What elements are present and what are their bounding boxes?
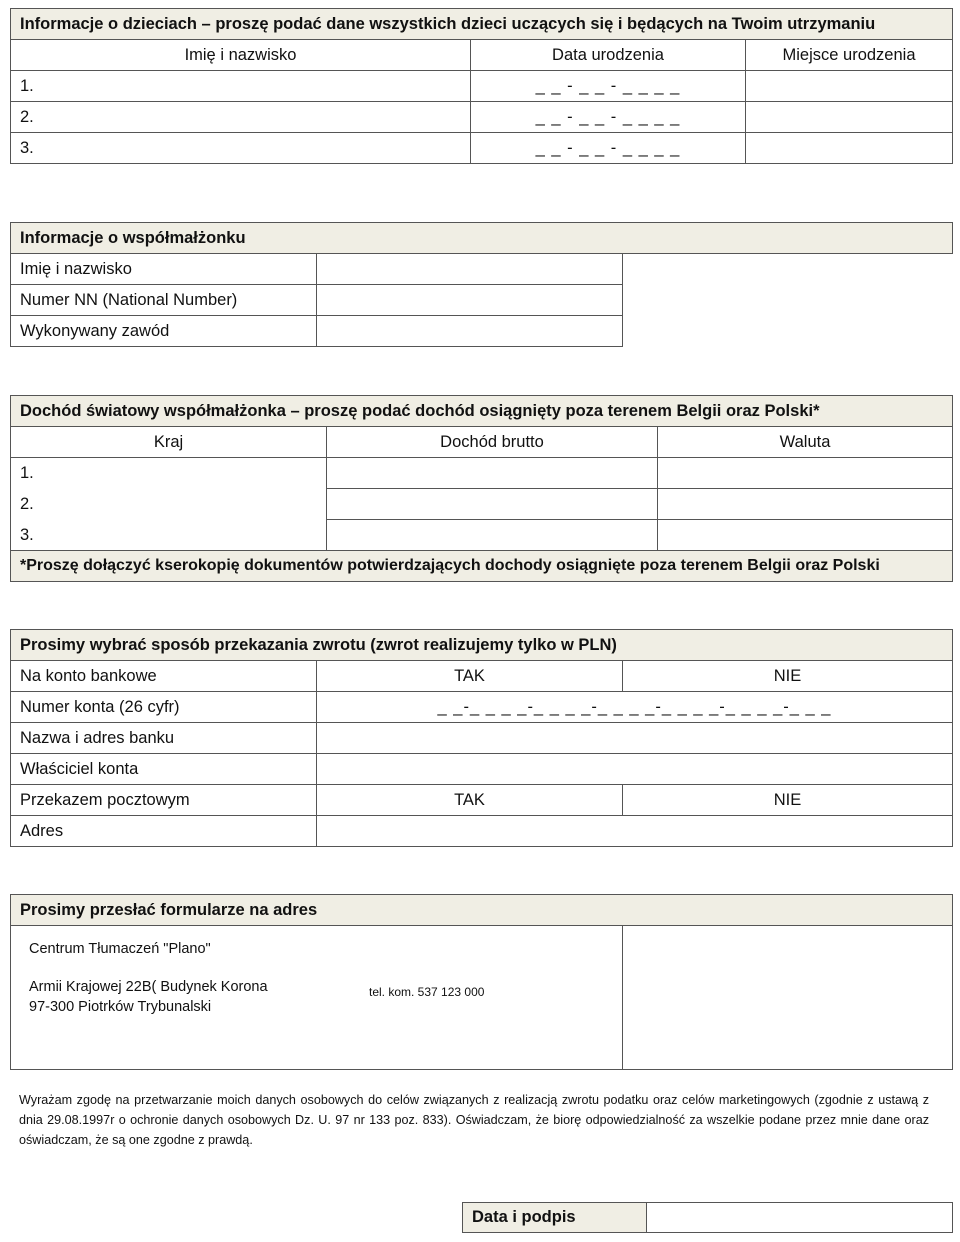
postal-order-yes-option[interactable]: TAK	[317, 785, 623, 816]
child-name-field[interactable]: 1.	[11, 71, 471, 102]
child-birthplace-field[interactable]	[746, 71, 953, 102]
account-owner-field[interactable]	[317, 754, 953, 785]
bank-transfer-yes-option[interactable]: TAK	[317, 661, 623, 692]
spouse-nn-label: Numer NN (National Number)	[11, 285, 317, 316]
account-number-label: Numer konta (26 cyfr)	[11, 692, 317, 723]
children-header-birthdate: Data urodzenia	[471, 40, 746, 71]
spacer	[623, 285, 953, 316]
account-number-field[interactable]: _ _-_ _ _ _-_ _ _ _-_ _ _ _-_ _ _ _-_ _ _ _-_ _ _	[317, 692, 953, 723]
spouse-occupation-label: Wykonywany zawód	[11, 316, 317, 347]
children-header-name: Imię i nazwisko	[11, 40, 471, 71]
income-currency-field[interactable]	[658, 458, 953, 489]
refund-table	[10, 629, 953, 847]
income-currency-field[interactable]	[658, 520, 953, 551]
spouse-title: Informacje o współmałżonku	[11, 223, 953, 254]
signature-table	[462, 1202, 953, 1233]
spouse-table	[10, 222, 953, 347]
consent-text: Wyrażam zgodę na przetwarzanie moich danych osobowych do celów związanych z realizacją zwrotu podatku oraz celów marketingowych (zgodnie z ustawą z dnia 29.08.1997r o ochronie danych osobowych Dz. U. 97 nr 133 poz. 833). Oświadczam, że biorę odpowiedzialność za wszelkie podane przez mnie dane oraz oświadczam, że są one zgodne z prawdą.	[19, 1093, 929, 1147]
company-phone: tel. kom. 537 123 000	[369, 985, 485, 999]
signature-label: Data i podpis	[463, 1203, 647, 1233]
income-table	[10, 395, 953, 582]
spouse-name-label: Imię i nazwisko	[11, 254, 317, 285]
income-country-field[interactable]: 2.	[11, 489, 327, 520]
company-name: Centrum Tłumaczeń "Plano"	[29, 941, 211, 957]
address-label: Adres	[11, 816, 317, 847]
income-header-currency: Waluta	[658, 427, 953, 458]
bank-name-label: Nazwa i adres banku	[11, 723, 317, 754]
office-address-block	[11, 926, 623, 1070]
spacer	[623, 316, 953, 347]
account-owner-label: Właściciel konta	[11, 754, 317, 785]
table-row	[11, 458, 953, 489]
income-header-country: Kraj	[11, 427, 327, 458]
table-row	[11, 520, 953, 551]
income-currency-field[interactable]	[658, 489, 953, 520]
spouse-nn-field[interactable]	[317, 285, 623, 316]
company-street: Armii Krajowej 22B( Budynek Korona	[29, 979, 268, 995]
child-birthdate-field[interactable]: _ _ - _ _ - _ _ _ _	[471, 71, 746, 102]
bank-transfer-label: Na konto bankowe	[11, 661, 317, 692]
children-header-birthplace: Miejsce urodzenia	[746, 40, 953, 71]
table-row	[11, 133, 953, 164]
spouse-name-field[interactable]	[317, 254, 623, 285]
child-name-field[interactable]: 3.	[11, 133, 471, 164]
address-field[interactable]	[317, 816, 953, 847]
income-gross-field[interactable]	[327, 489, 658, 520]
stamp-field	[623, 926, 953, 1070]
spacer	[623, 254, 953, 285]
refund-title: Prosimy wybrać sposób przekazania zwrotu (zwrot realizujemy tylko w PLN)	[11, 630, 953, 661]
income-country-field[interactable]: 3.	[11, 520, 327, 551]
children-title: Informacje o dzieciach – proszę podać dane wszystkich dzieci uczących się i będących na Twoim utrzymaniu	[11, 9, 953, 40]
income-note: *Proszę dołączyć kserokopię dokumentów potwierdzających dochody osiągnięte poza terenem Belgii oraz Polski	[11, 551, 953, 582]
send-title: Prosimy przesłać formularze na adres	[11, 895, 953, 926]
table-row	[11, 71, 953, 102]
income-gross-field[interactable]	[327, 458, 658, 489]
child-birthdate-field[interactable]: _ _ - _ _ - _ _ _ _	[471, 102, 746, 133]
table-row	[11, 102, 953, 133]
income-title: Dochód światowy współmałżonka – proszę podać dochód osiągnięty poza terenem Belgii oraz Polski*	[11, 396, 953, 427]
child-birthplace-field[interactable]	[746, 102, 953, 133]
send-address-table	[10, 894, 953, 1070]
income-gross-field[interactable]	[327, 520, 658, 551]
child-birthdate-field[interactable]: _ _ - _ _ - _ _ _ _	[471, 133, 746, 164]
signature-field[interactable]	[647, 1203, 953, 1233]
children-table	[10, 8, 953, 164]
child-name-field[interactable]: 2.	[11, 102, 471, 133]
postal-order-label: Przekazem pocztowym	[11, 785, 317, 816]
bank-name-field[interactable]	[317, 723, 953, 754]
child-birthplace-field[interactable]	[746, 133, 953, 164]
table-row	[11, 489, 953, 520]
company-city: 97-300 Piotrków Trybunalski	[29, 999, 212, 1015]
bank-transfer-no-option[interactable]: NIE	[623, 661, 953, 692]
postal-order-no-option[interactable]: NIE	[623, 785, 953, 816]
income-header-gross: Dochód brutto	[327, 427, 658, 458]
income-country-field[interactable]: 1.	[11, 458, 327, 489]
spouse-occupation-field[interactable]	[317, 316, 623, 347]
